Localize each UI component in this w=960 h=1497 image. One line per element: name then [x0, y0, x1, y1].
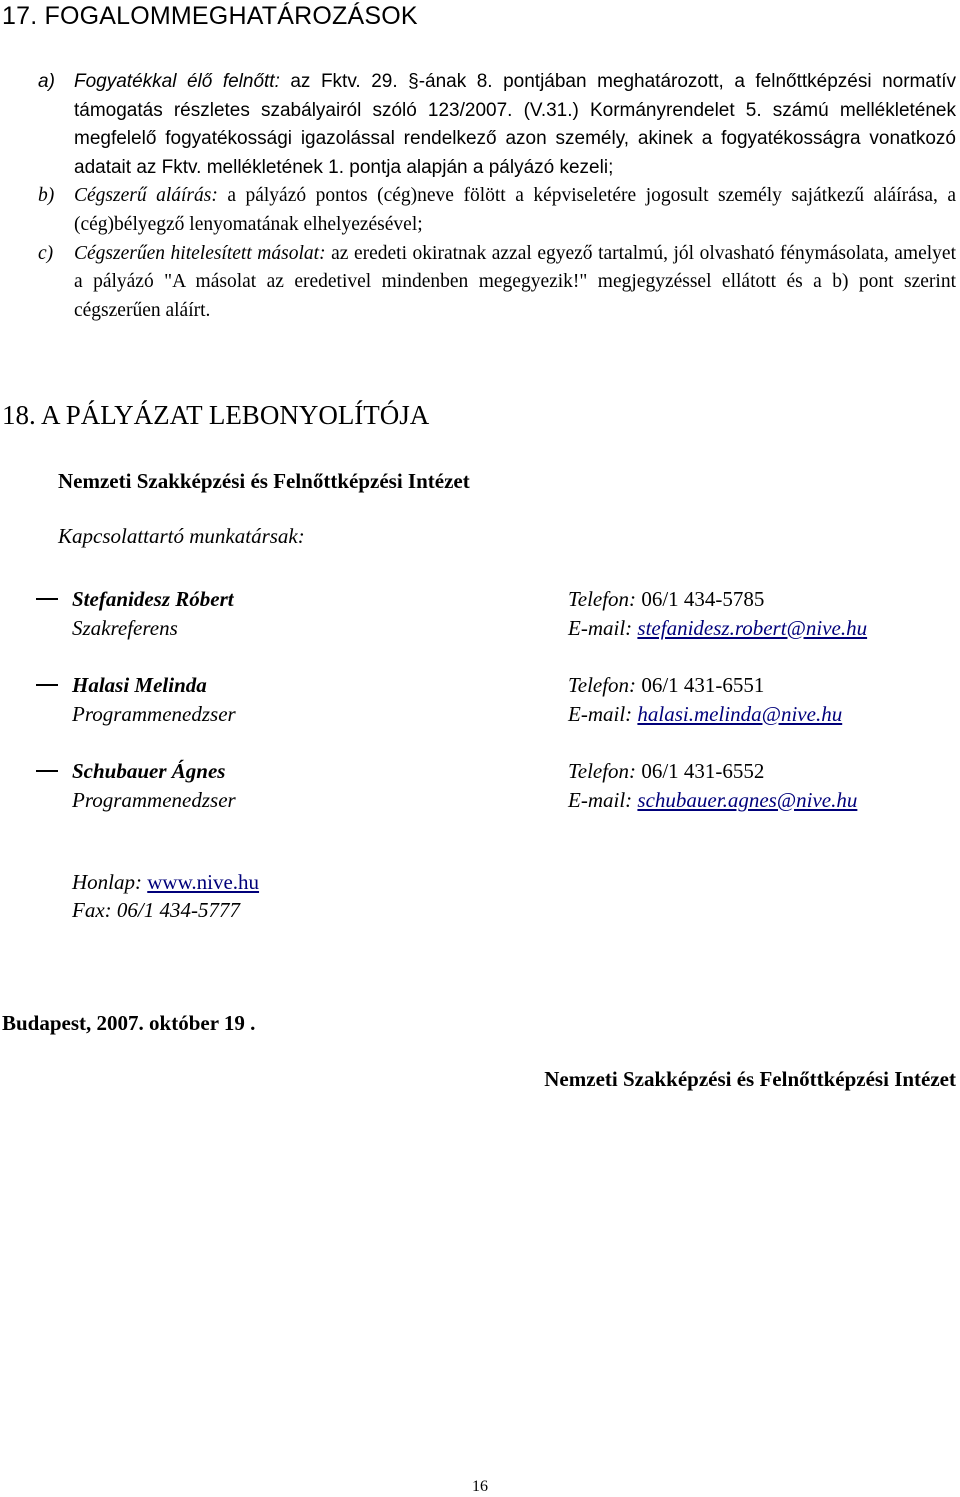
- contact-entry: [0, 757, 960, 817]
- definition-term: Cégszerűen hitelesített másolat:: [74, 242, 326, 264]
- phone-label: Telefon:: [568, 673, 637, 697]
- page-number: 16: [472, 1478, 488, 1495]
- contact-phone: [568, 671, 764, 700]
- email-link[interactable]: halasi.melinda@nive.hu: [637, 701, 843, 726]
- contact-name: Halasi Melinda: [72, 673, 207, 697]
- definition-label: c): [38, 242, 54, 264]
- definition-text: az Fktv. 29. §-ának 8. pontjában meghatározott, a felnőttképzési normatív támogatás részletes szabályairól szóló 123/2007. (V.31.) Kormányrendelet 5. számú mellékletének megfelelő fogyatékossági igazolással rendelkező azon személy, akinek a fogyatékosságra vonatkozó adatait az Fktv. mellékletének 1. pontja alapján a pályázó kezeli;: [74, 71, 957, 178]
- website-link[interactable]: www.nive.hu: [147, 870, 260, 894]
- definition-term: Cégszerű aláírás:: [74, 185, 218, 207]
- contact-name: Stefanidesz Róbert: [72, 587, 234, 611]
- dash-bullet: [36, 684, 58, 686]
- organization-name: Nemzeti Szakképzési és Felnőttképzési Intézet: [58, 469, 470, 493]
- dash-bullet: [36, 770, 58, 772]
- contact-name: Schubauer Ágnes: [72, 759, 226, 783]
- definition-item-b: [38, 182, 956, 239]
- dash-bullet: [36, 598, 58, 600]
- contact-role: Szakreferens: [72, 615, 178, 640]
- phone-label: Telefon:: [568, 587, 637, 611]
- definition-body: [74, 68, 956, 182]
- definition-text: a pályázó pontos (cég)neve fölött a képviseletére jogosult személy sajátkezű aláírása, a (cég)bélyegző lenyomatának elhelyezésével;: [74, 185, 956, 235]
- phone-number: 06/1 431-6551: [641, 673, 765, 697]
- email-link[interactable]: schubauer.agnes@nive.hu: [637, 787, 858, 812]
- contact-email: [568, 700, 842, 729]
- contact-phone: [568, 757, 764, 786]
- email-label: E-mail:: [568, 701, 633, 726]
- phone-label: Telefon:: [568, 759, 637, 783]
- website-line: [72, 870, 259, 895]
- section-17-heading: 17. FOGALOMMEGHATÁROZÁSOK: [2, 2, 418, 30]
- section-18-heading: 18. A PÁLYÁZAT LEBONYOLÍTÓJA: [2, 400, 430, 430]
- contact-role: Programmenedzser: [72, 787, 236, 812]
- contact-email: [568, 614, 867, 643]
- phone-number: 06/1 434-5785: [641, 587, 765, 611]
- definition-list: [38, 68, 956, 325]
- definition-body: [74, 182, 956, 239]
- definition-label: a): [38, 71, 55, 92]
- email-link[interactable]: stefanidesz.robert@nive.hu: [637, 615, 868, 640]
- contact-role: Programmenedzser: [72, 701, 236, 726]
- place-date: Budapest, 2007. október 19 .: [2, 1011, 256, 1035]
- definition-term: Fogyatékkal élő felnőtt:: [74, 71, 280, 92]
- website-label: Honlap:: [72, 870, 142, 894]
- definition-item-c: [38, 240, 956, 326]
- signature-organization: Nemzeti Szakképzési és Felnőttképzési Intézet: [544, 1067, 956, 1091]
- contact-entry: [0, 585, 960, 645]
- fax-line: Fax: 06/1 434-5777: [72, 898, 240, 922]
- definition-body: [74, 240, 956, 326]
- definition-label: b): [38, 185, 55, 207]
- phone-number: 06/1 431-6552: [641, 759, 765, 783]
- definition-item-a: [38, 68, 956, 182]
- email-label: E-mail:: [568, 787, 633, 812]
- contact-email: [568, 786, 857, 815]
- email-label: E-mail:: [568, 615, 633, 640]
- contact-entry: [0, 671, 960, 731]
- contact-phone: [568, 585, 764, 614]
- contacts-label: Kapcsolattartó munkatársak:: [58, 524, 305, 548]
- definition-text: az eredeti okiratnak azzal egyező tartalmú, jól olvasható fénymásolata, amelyet a pályázó "A másolat az eredetivel mindenben megegyezik!" megjegyzéssel ellátott és a b) pont szerint cégszerűen aláírt.: [74, 242, 956, 321]
